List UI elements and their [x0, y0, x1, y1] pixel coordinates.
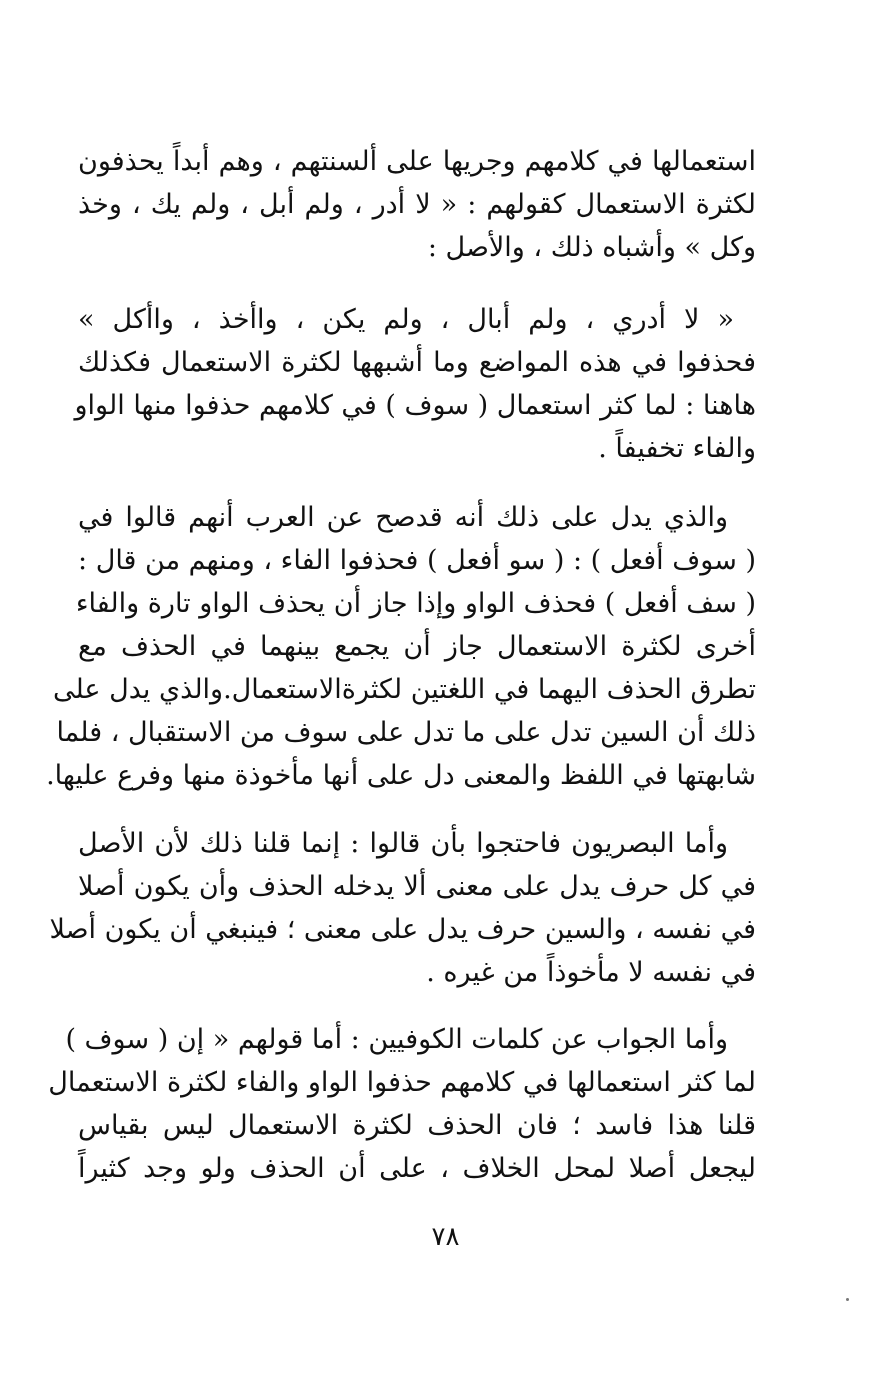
- text-line: ذلك أن السين تدل على ما تدل على سوف من الاستقبال ، فلما: [56, 717, 756, 748]
- text-line: في نفسه لا مأخوذاً من غيره .: [426, 957, 756, 988]
- text-line: في كل حرف يدل على معنى ألا يدخله الحذف وأن يكون أصلا: [78, 871, 756, 902]
- text-line: لكثرة الاستعمال كقولهم : « لا أدر ، ولم أبل ، ولم يك ، وخذ: [78, 189, 756, 220]
- text-line: ( سف أفعل ) فحذف الواو وإذا جاز أن يحذف الواو تارة والفاء: [75, 588, 756, 619]
- text-line: والذي يدل على ذلك أنه قدصح عن العرب أنهم قالوا في: [78, 502, 728, 533]
- paragraph-2: [74, 298, 756, 470]
- text-line: ليجعل أصلا لمحل الخلاف ، على أن الحذف ولو وجد كثيراً: [78, 1153, 756, 1184]
- page-number: ٧٨: [431, 1222, 460, 1252]
- text-line: فحذفوا في هذه المواضع وما أشبهها لكثرة الاستعمال فكذلك: [78, 347, 756, 378]
- text-line: شابهتها في اللفظ والمعنى دل على أنها مأخوذة منها وفرع عليها.: [46, 760, 756, 791]
- text-line: والفاء تخفيفاً .: [598, 433, 756, 464]
- text-line: في نفسه ، والسين حرف يدل على معنى ؛ فينبغي أن يكون أصلا: [49, 914, 756, 945]
- paragraph-5: [48, 1018, 756, 1190]
- text-line: وأما الجواب عن كلمات الكوفيين : أما قولهم « إن ( سوف ): [65, 1024, 728, 1055]
- paragraph-3: [46, 496, 756, 797]
- text-line: وكل » وأشباه ذلك ، والأصل :: [427, 232, 756, 263]
- text-line: هاهنا : لما كثر استعمال ( سوف ) في كلامهم حذفوا منها الواو: [74, 390, 756, 421]
- text-line: وأما البصريون فاحتجوا بأن قالوا : إنما قلنا ذلك لأن الأصل: [78, 828, 728, 859]
- scan-speck: [846, 1298, 849, 1301]
- text-line: أخرى لكثرة الاستعمال جاز أن يجمع بينهما في الحذف مع: [78, 631, 756, 662]
- text-line: لما كثر استعمالها في كلامهم حذفوا الواو والفاء لكثرة الاستعمال: [48, 1067, 756, 1098]
- quoted-forms-line: « لا أدري ، ولم أبال ، ولم يكن ، واأخذ ، واأكل »: [78, 304, 734, 335]
- text-line: قلنا هذا فاسد ؛ فان الحذف لكثرة الاستعمال ليس بقياس: [78, 1110, 756, 1141]
- paragraph-4: [49, 822, 756, 994]
- paragraph-1: [78, 140, 756, 269]
- text-line: استعمالها في كلامهم وجريها على ألسنتهم ، وهم أبداً يحذفون: [78, 146, 756, 177]
- text-line: تطرق الحذف اليهما في اللغتين لكثرةالاستعمال.والذي يدل على: [52, 674, 756, 705]
- text-line: ( سوف أفعل ) : ( سو أفعل ) فحذفوا الفاء ، ومنهم من قال :: [78, 545, 756, 576]
